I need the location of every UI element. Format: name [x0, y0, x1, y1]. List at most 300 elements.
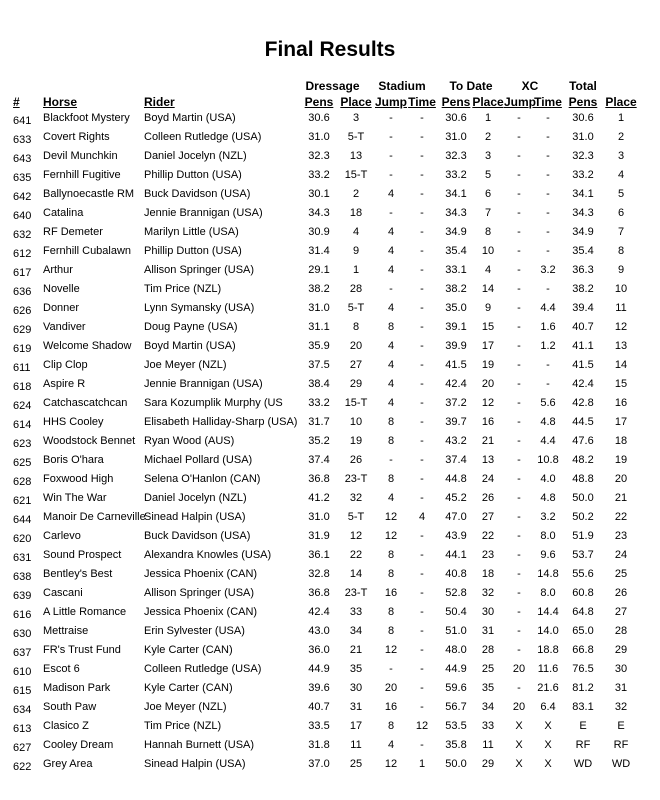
cell-xc-jump: 20	[512, 701, 526, 713]
cell-total-place: WD	[611, 758, 631, 770]
cell-number: 622	[13, 761, 32, 773]
cell-rider: Daniel Jocelyn (NZL)	[144, 492, 247, 504]
cell-horse: Escot 6	[43, 663, 80, 675]
cell-todate-place: 5	[484, 169, 492, 181]
cell-todate-place: 22	[481, 530, 495, 542]
cell-todate-place: 28	[481, 644, 495, 656]
results-table	[0, 109, 660, 774]
cell-number: 643	[13, 153, 32, 165]
table-row	[0, 546, 660, 565]
cell-number: 610	[13, 666, 32, 678]
cell-rider: Kyle Carter (CAN)	[144, 644, 233, 656]
cell-todate-pens: 31.0	[445, 131, 467, 143]
table-row	[0, 280, 660, 299]
cell-total-place: 7	[617, 226, 625, 238]
cell-todate-place: 26	[481, 492, 495, 504]
table-row	[0, 527, 660, 546]
cell-stadium-jump: 8	[387, 606, 395, 618]
cell-dressage-place: 27	[349, 359, 363, 371]
cell-horse: Aspire R	[43, 378, 86, 390]
cell-dressage-pens: 31.0	[308, 302, 330, 314]
cell-total-pens: 50.2	[572, 511, 594, 523]
cell-total-pens: 50.0	[572, 492, 594, 504]
cell-xc-jump: -	[517, 644, 521, 656]
cell-stadium-time: -	[420, 606, 424, 618]
table-row	[0, 147, 660, 166]
cell-rider: Alexandra Knowles (USA)	[144, 549, 272, 561]
cell-xc-time: 14.8	[537, 568, 559, 580]
table-row	[0, 432, 660, 451]
cell-todate-pens: 37.4	[445, 454, 467, 466]
page-title: Final Results	[264, 38, 396, 61]
cell-horse: Fernhill Fugitive	[43, 169, 121, 181]
cell-xc-jump: -	[517, 169, 521, 181]
cell-xc-jump: -	[517, 625, 521, 637]
cell-rider: Buck Davidson (USA)	[144, 188, 251, 200]
cell-total-place: 18	[614, 435, 628, 447]
cell-dressage-place: 5-T	[347, 511, 365, 523]
cell-horse: Boris O'hara	[43, 454, 104, 466]
cell-xc-time: 8.0	[540, 530, 556, 542]
cell-dressage-pens: 39.6	[308, 682, 330, 694]
cell-dressage-place: 32	[349, 492, 363, 504]
cell-total-place: 21	[614, 492, 628, 504]
cell-dressage-place: 23-T	[344, 587, 368, 599]
cell-xc-jump: -	[517, 568, 521, 580]
cell-xc-time: X	[544, 739, 552, 751]
cell-horse: Bentley's Best	[43, 568, 113, 580]
cell-xc-jump: -	[517, 492, 521, 504]
cell-todate-place: 7	[484, 207, 492, 219]
header-stadium-jump: Jump	[375, 95, 408, 109]
cell-todate-pens: 33.2	[445, 169, 467, 181]
cell-number: 630	[13, 628, 32, 640]
cell-dressage-place: 22	[349, 549, 363, 561]
cell-stadium-jump: 8	[387, 473, 395, 485]
cell-todate-place: 13	[481, 454, 495, 466]
cell-stadium-jump: 8	[387, 625, 395, 637]
cell-todate-pens: 37.2	[445, 397, 467, 409]
cell-stadium-time: -	[420, 264, 424, 276]
cell-rider: Jessica Phoenix (CAN)	[144, 606, 258, 618]
cell-stadium-jump: 8	[387, 568, 395, 580]
cell-stadium-jump: -	[389, 283, 393, 295]
cell-horse: Vandiver	[43, 321, 86, 333]
cell-stadium-jump: 8	[387, 435, 395, 447]
cell-xc-time: -	[546, 378, 550, 390]
cell-horse: Arthur	[43, 264, 73, 276]
header-total-place: Place	[605, 95, 637, 109]
cell-xc-time: 6.4	[540, 701, 556, 713]
cell-todate-pens: 43.2	[445, 435, 467, 447]
cell-horse: Woodstock Bennet	[43, 435, 136, 447]
cell-stadium-jump: 8	[387, 720, 395, 732]
cell-stadium-jump: 4	[387, 302, 395, 314]
cell-stadium-time: -	[420, 435, 424, 447]
cell-horse: HHS Cooley	[43, 416, 104, 428]
cell-total-pens: 41.1	[572, 340, 594, 352]
table-row	[0, 413, 660, 432]
cell-dressage-pens: 35.2	[308, 435, 330, 447]
cell-dressage-place: 3	[352, 112, 360, 124]
cell-xc-time: 1.2	[540, 340, 556, 352]
cell-dressage-place: 15-T	[344, 169, 368, 181]
cell-total-pens: 66.8	[572, 644, 594, 656]
cell-stadium-jump: 4	[387, 397, 395, 409]
cell-dressage-pens: 30.9	[308, 226, 330, 238]
cell-stadium-time: -	[420, 378, 424, 390]
cell-todate-place: 17	[481, 340, 495, 352]
cell-number: 640	[13, 210, 32, 222]
cell-xc-time: -	[546, 283, 550, 295]
cell-todate-pens: 52.8	[445, 587, 467, 599]
cell-total-pens: 81.2	[572, 682, 594, 694]
cell-rider: Allison Springer (USA)	[144, 587, 255, 599]
cell-rider: Kyle Carter (CAN)	[144, 682, 233, 694]
cell-todate-place: 20	[481, 378, 495, 390]
cell-xc-jump: X	[515, 720, 523, 732]
cell-rider: Michael Pollard (USA)	[144, 454, 253, 466]
cell-dressage-pens: 30.1	[308, 188, 330, 200]
cell-xc-time: 3.2	[540, 264, 556, 276]
cell-dressage-place: 5-T	[347, 131, 365, 143]
cell-todate-place: 9	[484, 302, 492, 314]
table-row	[0, 603, 660, 622]
cell-total-pens: 51.9	[572, 530, 594, 542]
cell-stadium-jump: -	[389, 454, 393, 466]
cell-stadium-time: -	[420, 188, 424, 200]
cell-todate-place: 25	[481, 663, 495, 675]
header-rider: Rider	[144, 95, 175, 109]
cell-todate-pens: 39.9	[445, 340, 467, 352]
cell-xc-jump: -	[517, 302, 521, 314]
cell-todate-pens: 50.4	[445, 606, 467, 618]
cell-number: 631	[13, 552, 32, 564]
cell-number: 619	[13, 343, 32, 355]
cell-total-pens: 83.1	[572, 701, 594, 713]
group-to-date-header: To Date	[449, 79, 493, 93]
cell-total-pens: 47.6	[572, 435, 594, 447]
cell-stadium-jump: 16	[384, 587, 398, 599]
cell-total-pens: 53.7	[572, 549, 594, 561]
cell-rider: Joe Meyer (NZL)	[144, 359, 227, 371]
cell-xc-time: 4.4	[540, 302, 556, 314]
cell-dressage-pens: 37.0	[308, 758, 330, 770]
cell-todate-place: 21	[481, 435, 495, 447]
cell-rider: Allison Springer (USA)	[144, 264, 255, 276]
cell-total-place: 9	[617, 264, 625, 276]
cell-number: 626	[13, 305, 32, 317]
cell-total-place: 20	[614, 473, 628, 485]
cell-xc-jump: -	[517, 397, 521, 409]
header-horse: Horse	[43, 95, 78, 109]
cell-horse: Foxwood High	[43, 473, 114, 485]
cell-dressage-place: 34	[349, 625, 363, 637]
cell-xc-time: 1.6	[540, 321, 556, 333]
group-xc-header: XC	[521, 79, 539, 93]
cell-xc-time: -	[546, 207, 550, 219]
cell-todate-pens: 40.8	[445, 568, 467, 580]
cell-dressage-place: 23-T	[344, 473, 368, 485]
cell-todate-pens: 48.0	[445, 644, 467, 656]
table-row	[0, 318, 660, 337]
cell-todate-place: 8	[484, 226, 492, 238]
cell-xc-jump: -	[517, 150, 521, 162]
cell-todate-pens: 38.2	[445, 283, 467, 295]
cell-total-place: 27	[614, 606, 628, 618]
cell-number: 611	[13, 362, 31, 374]
cell-todate-place: 6	[484, 188, 492, 200]
cell-total-pens: 76.5	[572, 663, 594, 675]
cell-total-pens: 34.1	[572, 188, 594, 200]
cell-stadium-jump: 4	[387, 492, 395, 504]
cell-rider: Boyd Martin (USA)	[144, 340, 236, 352]
cell-total-pens: 40.7	[572, 321, 594, 333]
cell-rider: Phillip Dutton (USA)	[144, 245, 242, 257]
cell-number: 627	[13, 742, 32, 754]
cell-total-place: 6	[617, 207, 625, 219]
cell-todate-pens: 35.0	[445, 302, 467, 314]
cell-xc-time: -	[546, 131, 550, 143]
cell-xc-time: 9.6	[540, 549, 556, 561]
table-row	[0, 242, 660, 261]
cell-number: 629	[13, 324, 32, 336]
cell-stadium-time: -	[420, 416, 424, 428]
cell-total-place: 12	[614, 321, 628, 333]
cell-xc-time: -	[546, 188, 550, 200]
cell-total-pens: 41.5	[572, 359, 594, 371]
cell-todate-pens: 35.8	[445, 739, 467, 751]
cell-total-pens: 55.6	[572, 568, 594, 580]
cell-stadium-time: -	[420, 245, 424, 257]
cell-horse: Welcome Shadow	[43, 340, 132, 352]
cell-todate-pens: 53.5	[445, 720, 467, 732]
cell-stadium-time: -	[420, 112, 424, 124]
cell-number: 633	[13, 134, 32, 146]
cell-dressage-pens: 42.4	[308, 606, 330, 618]
cell-todate-place: 19	[481, 359, 495, 371]
table-row	[0, 470, 660, 489]
cell-todate-place: 31	[481, 625, 495, 637]
cell-xc-jump: -	[517, 416, 521, 428]
cell-number: 641	[13, 115, 32, 127]
cell-horse: Win The War	[43, 492, 107, 504]
cell-total-place: 31	[614, 682, 628, 694]
cell-todate-pens: 43.9	[445, 530, 467, 542]
cell-stadium-jump: 12	[384, 758, 398, 770]
cell-dressage-pens: 30.6	[308, 112, 330, 124]
cell-stadium-time: -	[420, 625, 424, 637]
cell-total-pens: 36.3	[572, 264, 594, 276]
header-number: #	[13, 95, 20, 109]
cell-stadium-jump: 4	[387, 188, 395, 200]
cell-xc-jump: -	[517, 587, 521, 599]
table-row	[0, 337, 660, 356]
cell-xc-jump: X	[515, 739, 523, 751]
cell-todate-place: 15	[481, 321, 495, 333]
cell-stadium-time: -	[420, 739, 424, 751]
cell-total-pens: 38.2	[572, 283, 594, 295]
cell-rider: Jennie Brannigan (USA)	[144, 378, 263, 390]
cell-stadium-time: -	[420, 663, 424, 675]
cell-horse: Catchascatchcan	[43, 397, 128, 409]
cell-dressage-pens: 35.9	[308, 340, 330, 352]
table-row	[0, 698, 660, 717]
cell-stadium-jump: 12	[384, 511, 398, 523]
cell-todate-pens: 44.1	[445, 549, 467, 561]
cell-dressage-pens: 31.9	[308, 530, 330, 542]
cell-stadium-jump: -	[389, 207, 393, 219]
cell-total-place: 29	[614, 644, 628, 656]
cell-total-place: 25	[614, 568, 628, 580]
cell-todate-pens: 47.0	[445, 511, 467, 523]
cell-xc-jump: -	[517, 511, 521, 523]
cell-number: 613	[13, 723, 32, 735]
cell-dressage-place: 17	[349, 720, 363, 732]
cell-dressage-place: 5-T	[347, 302, 365, 314]
cell-xc-time: -	[546, 112, 550, 124]
cell-xc-jump: X	[515, 758, 523, 770]
cell-dressage-pens: 36.8	[308, 587, 330, 599]
cell-dressage-place: 2	[352, 188, 360, 200]
cell-horse: Devil Munchkin	[43, 150, 118, 162]
cell-todate-pens: 39.1	[445, 321, 467, 333]
cell-dressage-pens: 40.7	[308, 701, 330, 713]
cell-dressage-place: 18	[349, 207, 363, 219]
cell-number: 615	[13, 685, 32, 697]
table-row	[0, 109, 660, 128]
cell-stadium-jump: 12	[384, 530, 398, 542]
cell-dressage-place: 21	[349, 644, 363, 656]
cell-rider: Phillip Dutton (USA)	[144, 169, 242, 181]
cell-number: 624	[13, 400, 32, 412]
cell-stadium-time: -	[420, 473, 424, 485]
cell-total-pens: 65.0	[572, 625, 594, 637]
cell-rider: Colleen Rutledge (USA)	[144, 131, 262, 143]
cell-todate-pens: 51.0	[445, 625, 467, 637]
cell-horse: South Paw	[43, 701, 97, 713]
cell-todate-place: 2	[484, 131, 492, 143]
cell-total-place: 11	[615, 302, 627, 314]
cell-dressage-pens: 29.1	[308, 264, 330, 276]
cell-stadium-time: -	[420, 302, 424, 314]
cell-dressage-place: 8	[352, 321, 360, 333]
cell-dressage-pens: 32.8	[308, 568, 330, 580]
cell-total-pens: 33.2	[572, 169, 594, 181]
cell-total-place: 14	[614, 359, 628, 371]
cell-total-pens: RF	[575, 739, 591, 751]
table-row	[0, 717, 660, 736]
cell-dressage-pens: 32.3	[308, 150, 330, 162]
cell-total-place: 19	[614, 454, 628, 466]
cell-dressage-place: 4	[352, 226, 360, 238]
cell-todate-pens: 42.4	[445, 378, 467, 390]
cell-stadium-jump: -	[389, 112, 393, 124]
cell-stadium-time: -	[420, 226, 424, 238]
cell-horse: Catalina	[43, 207, 84, 219]
cell-xc-jump: -	[517, 378, 521, 390]
cell-horse: FR's Trust Fund	[43, 644, 121, 656]
cell-todate-place: 32	[481, 587, 495, 599]
cell-stadium-jump: 4	[387, 739, 395, 751]
cell-horse: Madison Park	[43, 682, 111, 694]
cell-dressage-place: 9	[352, 245, 360, 257]
header-todate-place: Place	[472, 95, 504, 109]
cell-total-place: 32	[614, 701, 628, 713]
cell-stadium-jump: -	[389, 150, 393, 162]
cell-number: 616	[13, 609, 32, 621]
cell-todate-place: 33	[481, 720, 495, 732]
cell-todate-place: 30	[481, 606, 495, 618]
cell-stadium-time: -	[420, 397, 424, 409]
cell-dressage-pens: 34.3	[308, 207, 330, 219]
cell-stadium-jump: 4	[387, 226, 395, 238]
cell-number: 623	[13, 438, 32, 450]
cell-total-pens: 34.3	[572, 207, 594, 219]
cell-xc-jump: -	[517, 207, 521, 219]
cell-xc-time: 21.6	[537, 682, 559, 694]
cell-horse: A Little Romance	[43, 606, 127, 618]
cell-dressage-place: 25	[349, 758, 363, 770]
cell-xc-jump: -	[517, 264, 521, 276]
cell-total-place: 16	[614, 397, 628, 409]
cell-total-place: 4	[617, 169, 625, 181]
cell-number: 642	[13, 191, 32, 203]
cell-xc-jump: -	[517, 321, 521, 333]
cell-dressage-place: 14	[349, 568, 363, 580]
cell-dressage-place: 29	[349, 378, 363, 390]
cell-total-place: 2	[617, 131, 625, 143]
cell-stadium-jump: 8	[387, 321, 395, 333]
cell-todate-pens: 30.6	[445, 112, 467, 124]
cell-dressage-pens: 36.0	[308, 644, 330, 656]
cell-number: 639	[13, 590, 32, 602]
cell-stadium-jump: 8	[387, 549, 395, 561]
cell-number: 618	[13, 381, 32, 393]
cell-rider: Tim Price (NZL)	[144, 283, 222, 295]
cell-xc-time: 14.0	[537, 625, 559, 637]
cell-horse: Cascani	[43, 587, 83, 599]
cell-stadium-time: -	[420, 207, 424, 219]
header-stadium-time: Time	[408, 95, 436, 109]
cell-todate-pens: 44.8	[445, 473, 467, 485]
cell-stadium-time: -	[420, 587, 424, 599]
cell-stadium-time: -	[420, 644, 424, 656]
cell-number: 620	[13, 533, 32, 545]
cell-dressage-place: 10	[349, 416, 363, 428]
table-row	[0, 166, 660, 185]
cell-stadium-time: -	[420, 682, 424, 694]
cell-todate-place: 29	[481, 758, 495, 770]
cell-horse: Fernhill Cubalawn	[43, 245, 132, 257]
cell-stadium-jump: -	[389, 169, 393, 181]
cell-todate-place: 35	[481, 682, 495, 694]
cell-stadium-jump: 4	[387, 359, 395, 371]
cell-stadium-time: -	[420, 169, 424, 181]
cell-total-pens: 31.0	[572, 131, 594, 143]
cell-todate-place: 4	[484, 264, 492, 276]
cell-todate-pens: 50.0	[445, 758, 467, 770]
header-dressage-place: Place	[340, 95, 372, 109]
table-row	[0, 356, 660, 375]
cell-total-pens: 42.4	[572, 378, 594, 390]
cell-number: 632	[13, 229, 32, 241]
cell-dressage-pens: 33.2	[308, 169, 330, 181]
table-row	[0, 622, 660, 641]
cell-rider: Elisabeth Halliday-Sharp (USA)	[144, 416, 298, 428]
cell-rider: Sara Kozumplik Murphy (US	[144, 397, 283, 409]
cell-dressage-pens: 41.2	[308, 492, 330, 504]
